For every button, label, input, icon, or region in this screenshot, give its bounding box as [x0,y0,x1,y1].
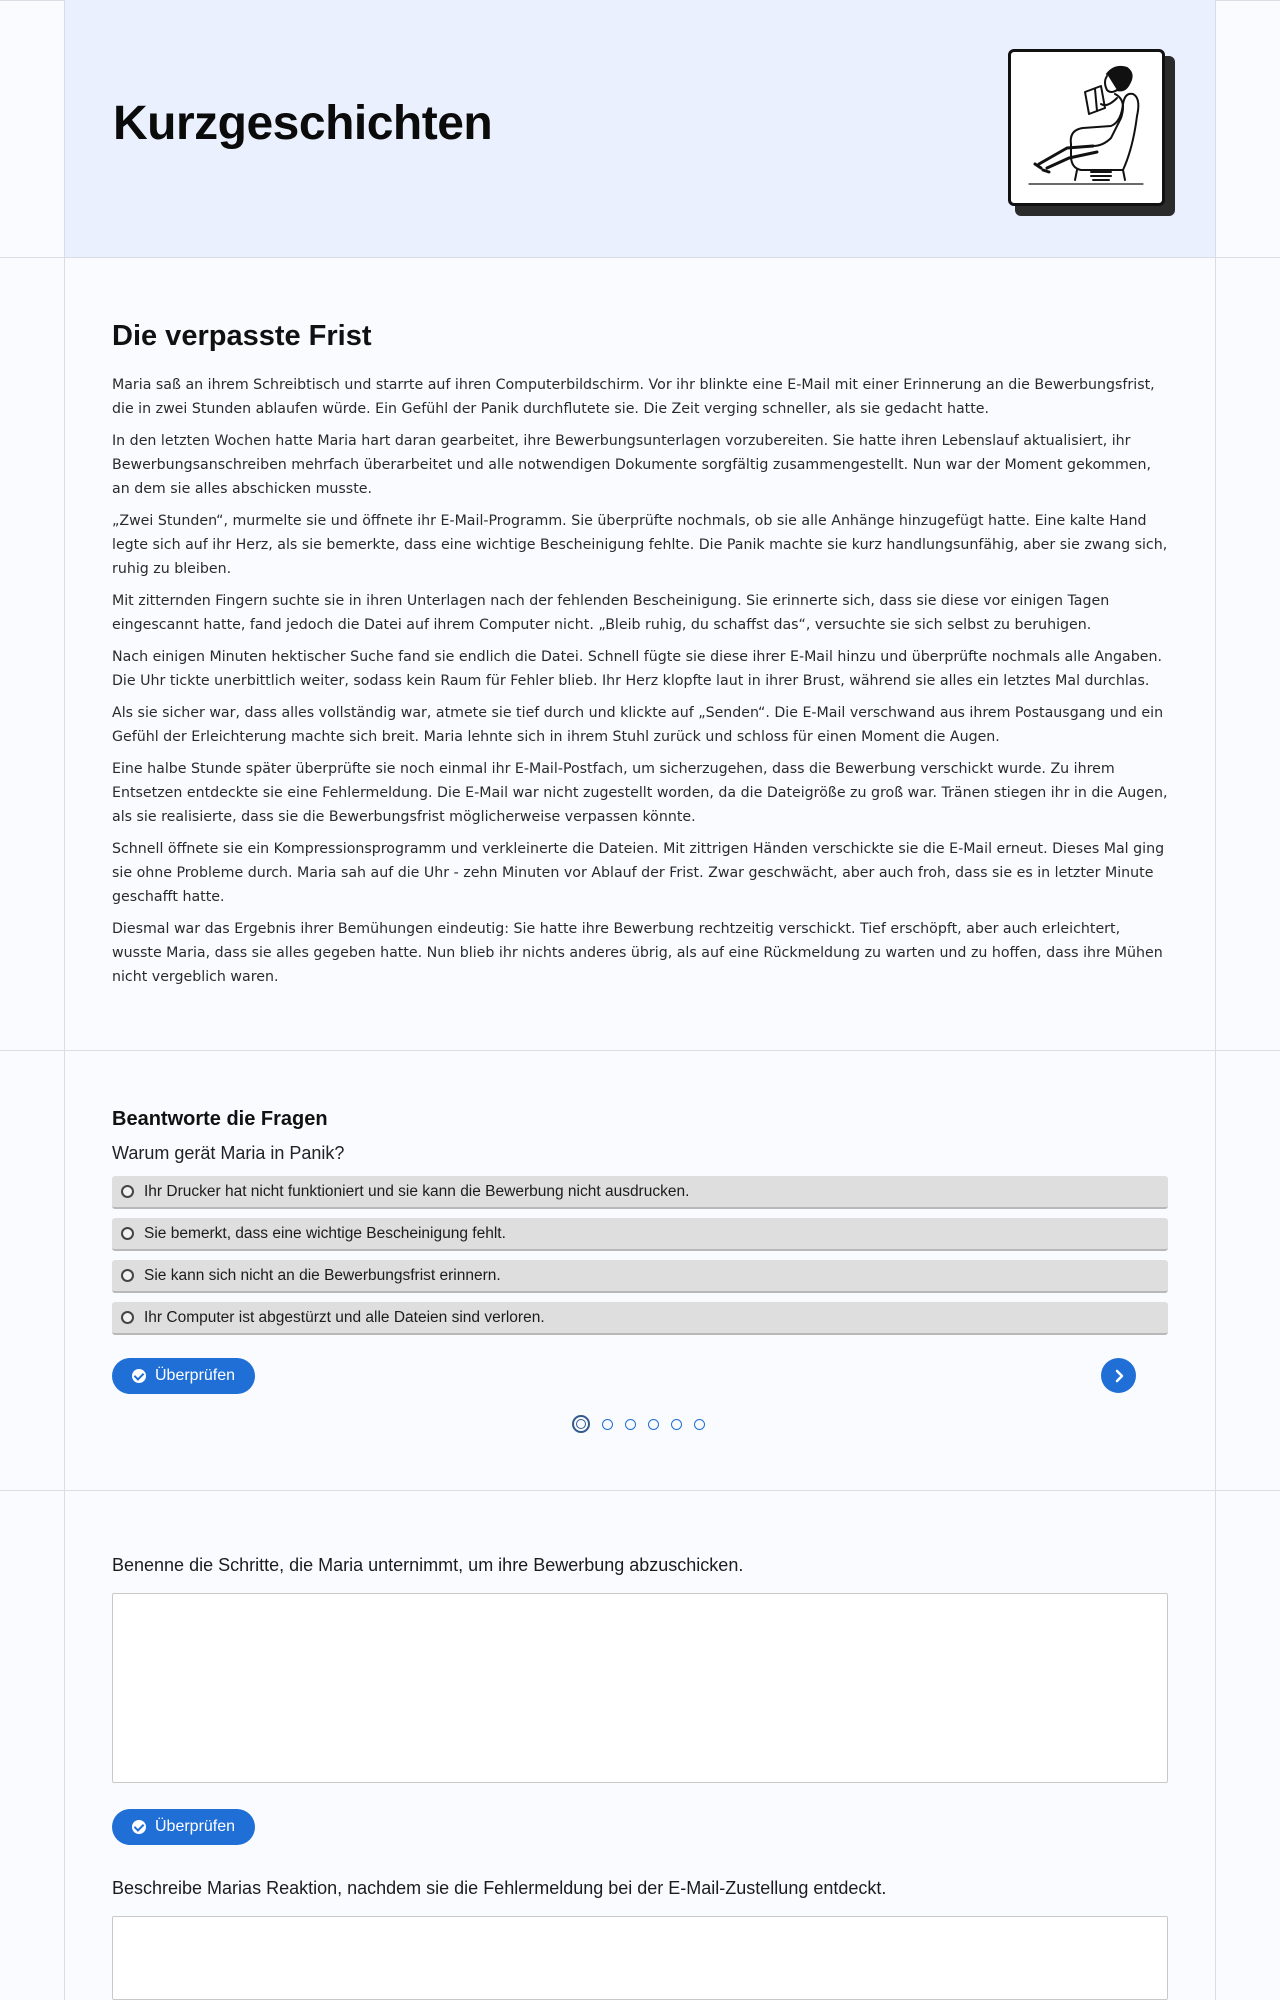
quiz-title: Beantworte die Fragen [112,1108,328,1130]
story-paragraph: Maria saß an ihrem Schreibtisch und starrte auf ihren Computerbildschirm. Vor ihr blinkte eine E-Mail mit einer Erinnerung an die Bewerbungsfrist, die in zwei Stunden ablaufen würde. Ein Gefühl der Panik durchflutete sie. Die Zeit verging schneller, als sie gedacht hatte. [112,377,1155,417]
answer-option-label: Sie bemerkt, dass eine wichtige Bescheinigung fehlt. [144,1224,506,1242]
task-prompt: Benenne die Schritte, die Maria unternimmt, um ihre Bewerbung abzuschicken. [112,1555,744,1575]
check-button-label: Überprüfen [155,1367,236,1384]
chevron-right-icon [1112,1369,1126,1383]
story-paragraph: Mit zitternden Fingern suchte sie in ihren Unterlagen nach der fehlenden Bescheinigung. Sie erinnerte sich, dass sie diese vor einigen Tagen eingescannt hatte, fand jedoch die Datei auf ihrem Computer nicht. „Bleib ruhig, du schaffst das“, versuchte sie sich selbst zu beruhigen. [112,593,1110,633]
page-dot-6[interactable] [694,1419,705,1430]
radio-button[interactable] [121,1269,134,1282]
page-dot-2[interactable] [602,1419,613,1430]
page-dot-1[interactable] [572,1415,590,1433]
quiz-question: Warum gerät Maria in Panik? [112,1143,345,1163]
page-dot-3[interactable] [625,1419,636,1430]
answer-textarea[interactable] [112,1916,1168,2000]
page-dot-5[interactable] [671,1419,682,1430]
story-paragraph: Als sie sicher war, dass alles vollständig war, atmete sie tief durch und klickte auf „Senden“. Die E-Mail verschwand aus ihrem Postausgang und ein Gefühl der Erleichterung machte sich breit. Maria lehnte sich in ihrem Stuhl zurück und schloss für einen Moment die Augen. [112,705,1164,745]
task-2 [112,1878,1168,1899]
radio-button[interactable] [121,1185,134,1198]
quiz-divider [0,1490,1280,1491]
answer-option-4[interactable] [112,1302,1168,1335]
check-button[interactable] [112,1809,255,1845]
radio-button[interactable] [121,1311,134,1324]
story-paragraph: „Zwei Stunden“, murmelte sie und öffnete ihr E-Mail-Programm. Sie überprüfte nochmals, ob sie alle Anhänge hinzugefügt hatte. Eine kalte Hand legte sich auf ihr Herz, als sie bemerkte, dass eine wichtige Bescheinigung fehlte. Die Panik machte sie kurz handlungsunfähig, aber sie zwang sich, ruhig zu bleiben. [112,513,1168,577]
check-button-label: Überprüfen [155,1818,236,1835]
story-paragraph: Nach einigen Minuten hektischer Suche fand sie endlich die Datei. Schnell fügte sie diese ihrer E-Mail hinzu und überprüfte nochmals alle Angaben. Die Uhr tickte unerbittlich weiter, sodass kein Raum für Fehler blieb. Ihr Herz klopfte laut in ihrer Brust, während sie alles ein letztes Mal durchlas. [112,649,1162,689]
check-button[interactable] [112,1358,255,1394]
answer-option-label: Sie kann sich nicht an die Bewerbungsfrist erinnern. [144,1266,501,1284]
page-dot-4[interactable] [648,1419,659,1430]
answer-option-label: Ihr Computer ist abgestürzt und alle Dateien sind verloren. [144,1308,545,1326]
answer-option-2[interactable] [112,1218,1168,1251]
story-paragraph: Eine halbe Stunde später überprüfte sie noch einmal ihr E-Mail-Postfach, um sicherzugehen, dass die Bewerbung verschickt wurde. Zu ihrem Entsetzen entdeckte sie eine Fehlermeldung. Die E-Mail war nicht zugestellt worden, da die Dateigröße zu groß war. Tränen stiegen ihr in die Augen, als sie realisierte, dass sie die Bewerbungsfrist möglicherweise verpassen könnte. [112,761,1168,825]
check-circle-icon [132,1820,146,1834]
answer-option-3[interactable] [112,1260,1168,1293]
story-paragraph: Schnell öffnete sie ein Kompressionsprogramm und verkleinerte die Dateien. Mit zittrigen Händen verschickte sie die E-Mail erneut. Dieses Mal ging sie ohne Probleme durch. Maria sah auf die Uhr - zehn Minuten vor Ablauf der Frist. Zwar geschwächt, aber auch froh, dass sie es in letzter Minute geschafft hatte. [112,841,1165,905]
page-title: Kurzgeschichten [113,97,493,150]
answer-option-1[interactable] [112,1176,1168,1209]
question-pagination [572,1415,717,1433]
task-prompt: Beschreibe Marias Reaktion, nachdem sie die Fehlermeldung bei der E-Mail-Zustellung entdeckt. [112,1878,887,1898]
reading-woman-illustration [1008,49,1165,206]
story-paragraph: Diesmal war das Ergebnis ihrer Bemühungen eindeutig: Sie hatte ihre Bewerbung rechtzeitig verschickt. Tief erschöpft, aber auch erleichtert, wusste Maria, dass sie alles gegeben hatte. Nun blieb ihr nichts anderes übrig, als auf eine Rückmeldung zu warten und zu hoffen, dass ihre Mühen nicht vergeblich waren. [112,921,1163,985]
left-border [64,0,65,2000]
answer-textarea[interactable] [112,1593,1168,1783]
task-1 [112,1555,1168,1835]
page-header [65,0,1215,257]
story-divider [0,1050,1280,1051]
story-paragraph: In den letzten Wochen hatte Maria hart daran gearbeitet, ihre Bewerbungsunterlagen vorzubereiten. Sie hatte ihren Lebenslauf aktualisiert, ihr Bewerbungsanschreiben mehrfach überarbeitet und alle notwendigen Dokumente sorgfältig zusammengestellt. Nun war der Moment gekommen, an dem sie alles abschicken musste. [112,433,1152,497]
right-border [1215,0,1216,2000]
reading-woman-icon [1011,52,1162,203]
next-question-button[interactable] [1101,1358,1136,1393]
header-divider [0,257,1280,258]
check-circle-icon [132,1369,146,1383]
story-section [112,320,1168,997]
radio-button[interactable] [121,1227,134,1240]
quiz-section [112,1108,1168,1384]
answer-option-label: Ihr Drucker hat nicht funktioniert und sie kann die Bewerbung nicht ausdrucken. [144,1182,690,1200]
story-title: Die verpasste Frist [112,320,372,352]
